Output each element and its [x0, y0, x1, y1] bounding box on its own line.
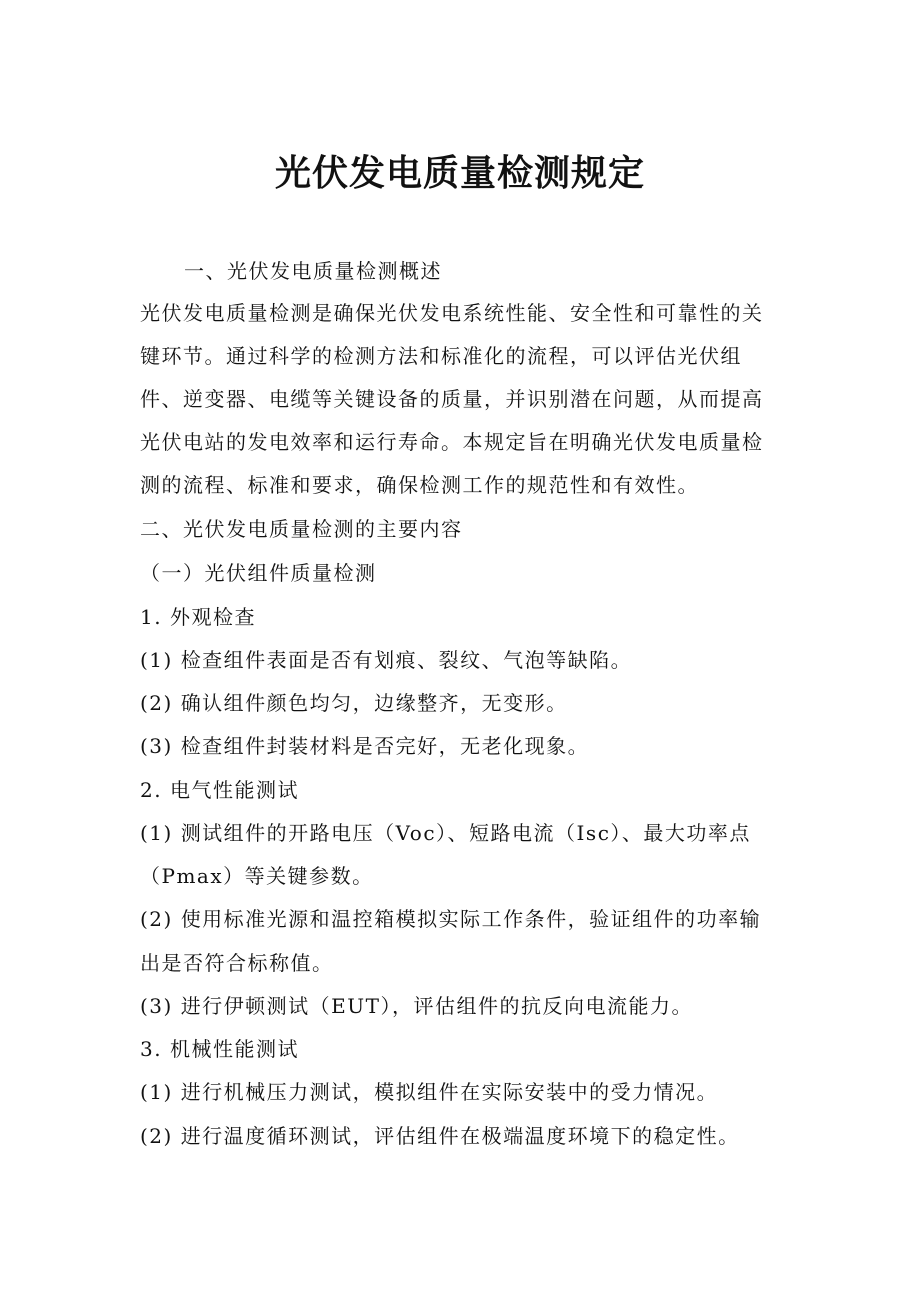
- list-item: (3) 进行伊顿测试（EUT），评估组件的抗反向电流能力。: [140, 994, 693, 1018]
- list-item: (3) 检查组件封装材料是否完好，无老化现象。: [140, 734, 590, 758]
- item-heading-appearance: 1. 外观检查: [140, 605, 256, 629]
- document-title: 光伏发电质量检测规定: [274, 153, 645, 194]
- paragraph-line: 光伏电站的发电效率和运行寿命。本规定旨在明确光伏发电质量检: [140, 430, 764, 454]
- item-heading-mechanical: 3. 机械性能测试: [140, 1037, 299, 1061]
- paragraph-line: 件、逆变器、电缆等关键设备的质量，并识别潜在问题，从而提高: [140, 387, 764, 411]
- list-item: (2) 进行温度循环测试，评估组件在极端温度环境下的稳定性。: [140, 1124, 740, 1148]
- list-item: (1) 测试组件的开路电压（Voc）、短路电流（Isc）、最大功率点: [140, 821, 751, 845]
- list-item-continuation: （Pmax）等关键参数。: [140, 864, 374, 888]
- item-heading-electrical: 2. 电气性能测试: [140, 778, 299, 802]
- section-heading-main-content: 二、光伏发电质量检测的主要内容: [140, 517, 463, 541]
- paragraph-line: 光伏发电质量检测是确保光伏发电系统性能、安全性和可靠性的关: [140, 301, 764, 325]
- section-heading-overview: 一、光伏发电质量检测概述: [184, 259, 442, 283]
- list-item-continuation: 出是否符合标称值。: [140, 951, 334, 975]
- list-item: (2) 确认组件颜色均匀，边缘整齐，无变形。: [140, 691, 568, 715]
- list-item: (1) 检查组件表面是否有划痕、裂纹、气泡等缺陷。: [140, 648, 633, 672]
- paragraph-line: 键环节。通过科学的检测方法和标准化的流程，可以评估光伏组: [140, 344, 742, 368]
- list-item: (2) 使用标准光源和温控箱模拟实际工作条件，验证组件的功率输: [140, 907, 762, 931]
- paragraph-line: 测的流程、标准和要求，确保检测工作的规范性和有效性。: [140, 473, 699, 497]
- list-item: (1) 进行机械压力测试，模拟组件在实际安装中的受力情况。: [140, 1080, 719, 1104]
- subsection-heading-module-inspection: （一）光伏组件质量检测: [140, 561, 377, 585]
